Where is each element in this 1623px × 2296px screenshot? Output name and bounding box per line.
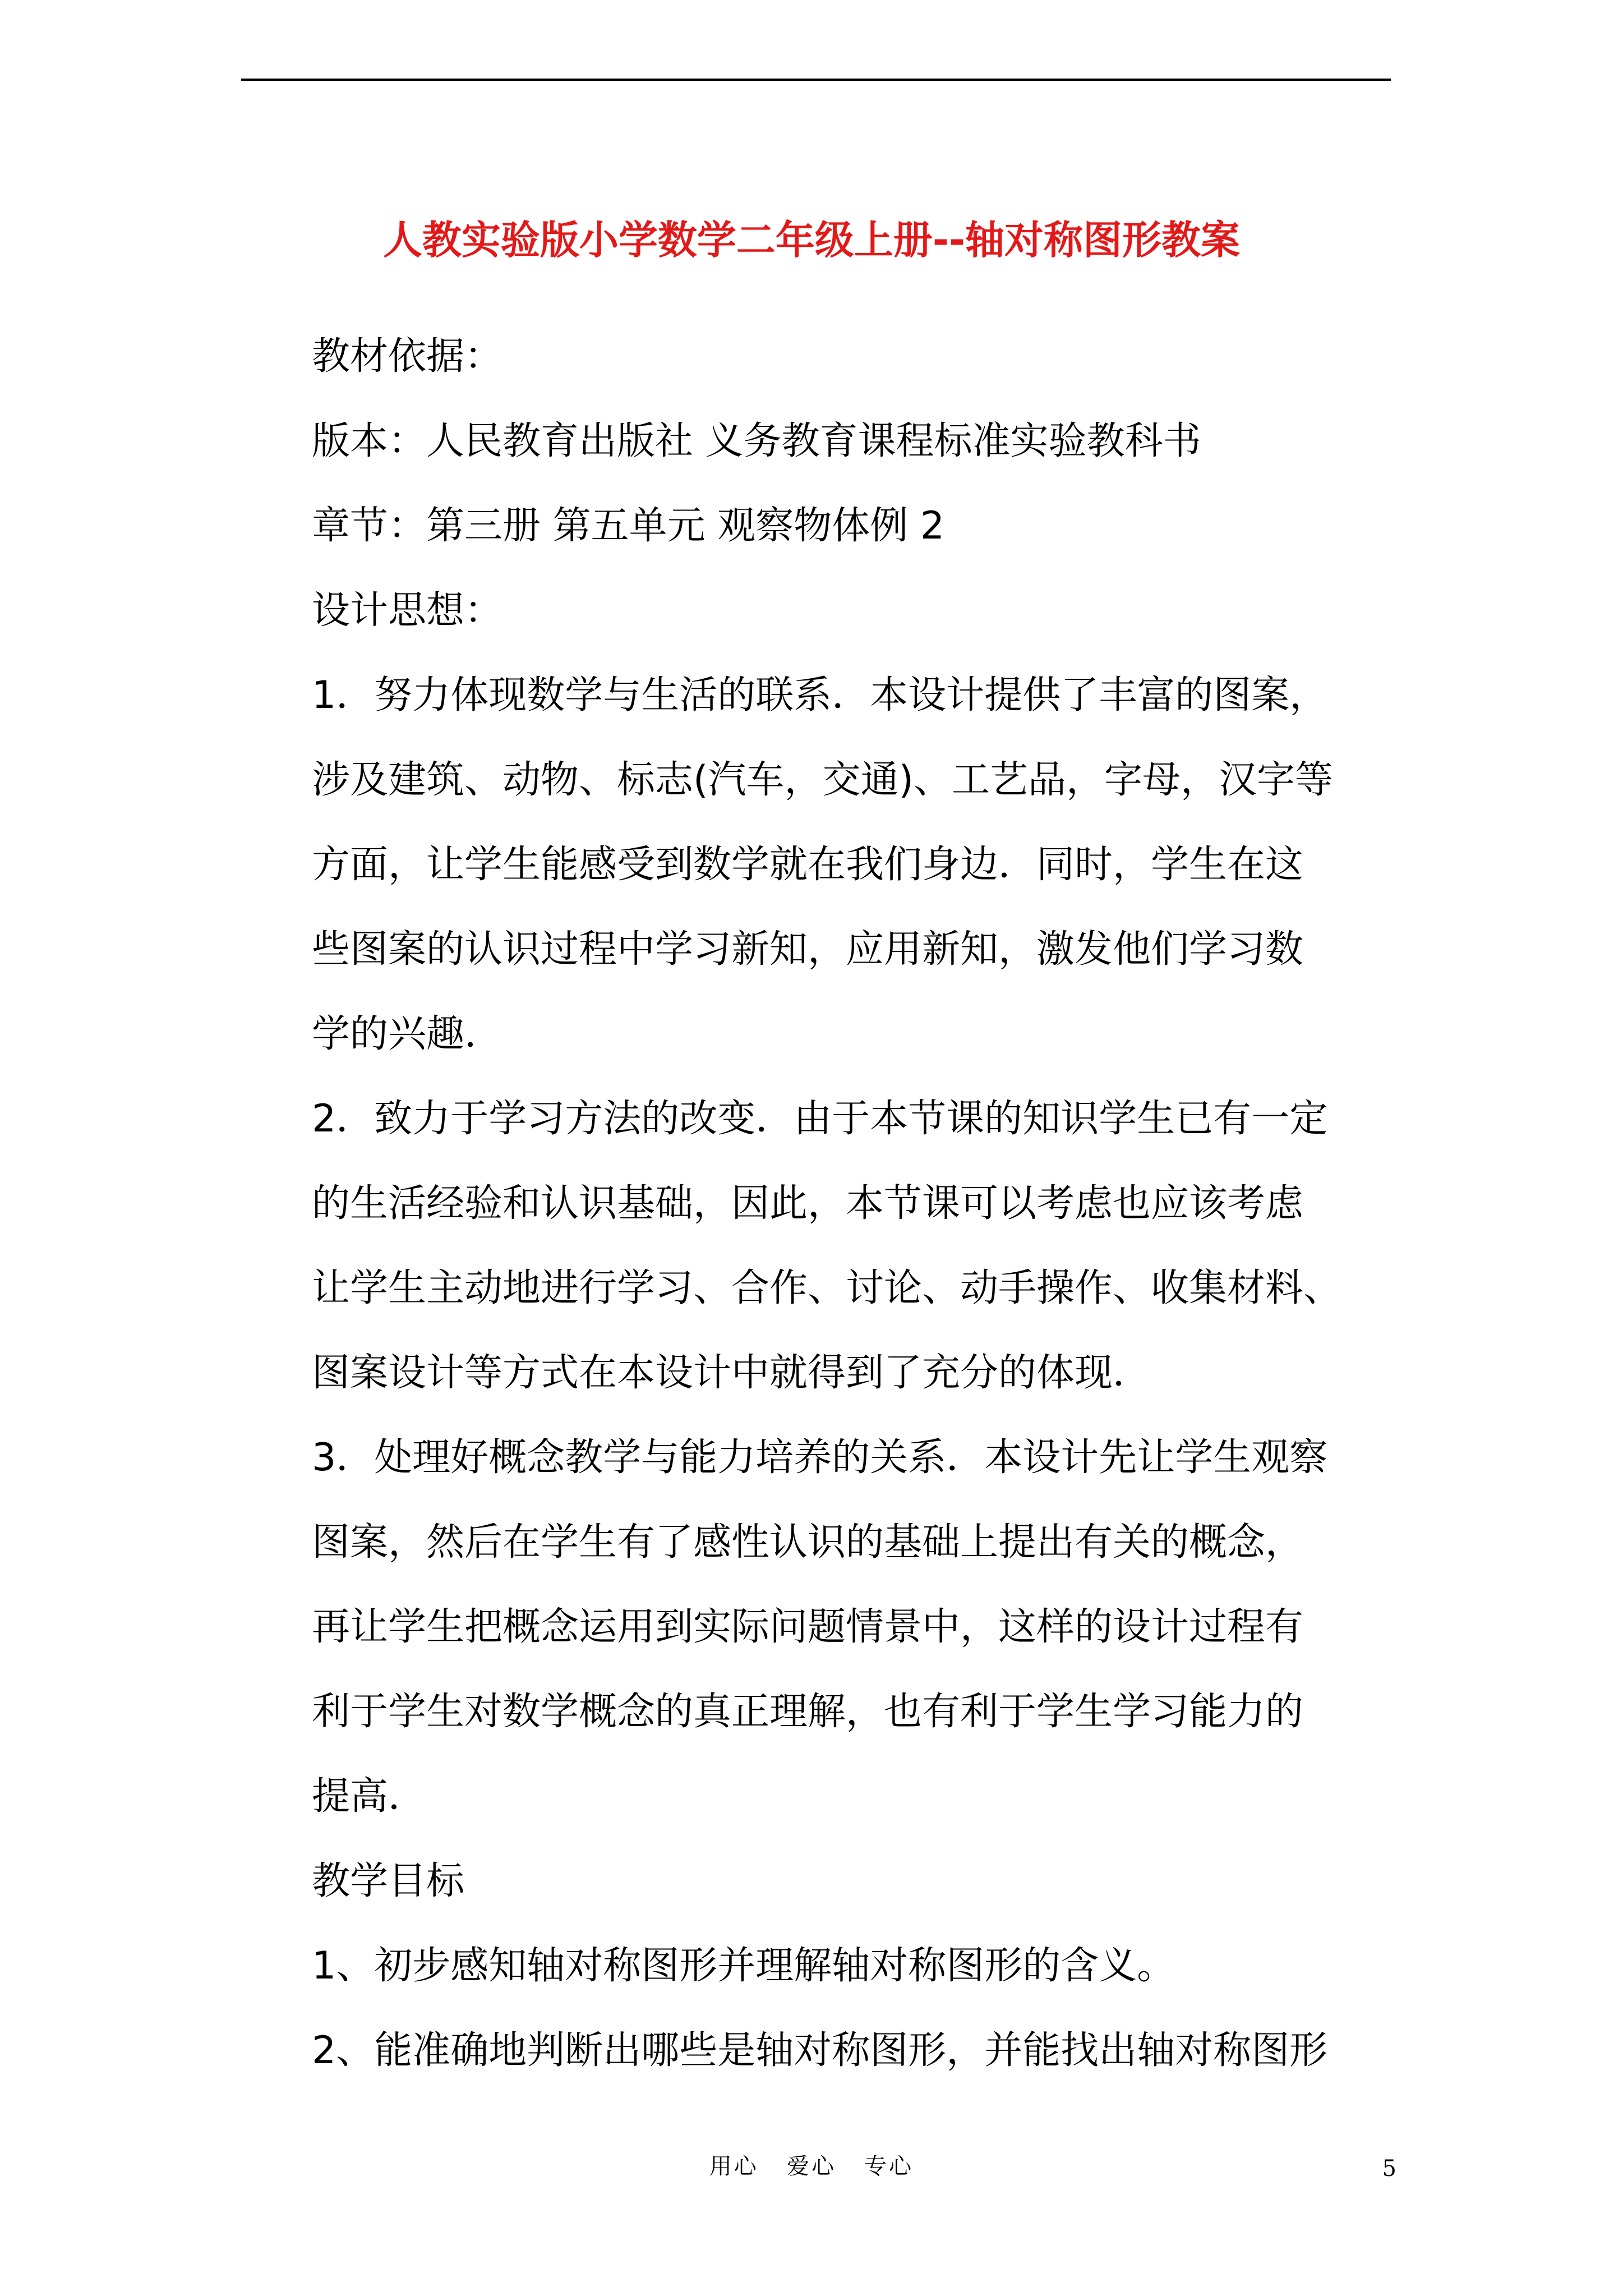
body-line: 1、初步感知轴对称图形并理解轴对称图形的含义。 <box>312 1944 1175 1988</box>
body-line: 利于学生对数学概念的真正理解，也有利于学生学习能力的 <box>312 1690 1304 1734</box>
body-line: 教学目标 <box>312 1859 465 1903</box>
body-line: 的生活经验和认识基础，因此，本节课可以考虑也应该考虑 <box>312 1181 1304 1226</box>
body-line: 3．处理好概念教学与能力培养的关系．本设计先让学生观察 <box>312 1435 1328 1480</box>
body-line: 些图案的认识过程中学习新知，应用新知，激发他们学习数 <box>312 927 1304 972</box>
body-line: 章节：第三册 第五单元 观察物体例 2 <box>312 504 945 548</box>
footer-motto: 用心 爱心 专心 <box>709 2154 914 2179</box>
body-line: 设计思想： <box>312 588 503 633</box>
page-number: 5 <box>1382 2156 1396 2182</box>
document-body <box>312 314 1344 2093</box>
body-line: 方面，让学生能感受到数学就在我们身边．同时，学生在这 <box>312 843 1304 887</box>
body-line: 2、能准确地判断出哪些是轴对称图形，并能找出轴对称图形 <box>312 2028 1328 2073</box>
body-line: 学的兴趣． <box>312 1012 503 1056</box>
header-rule <box>241 79 1391 81</box>
body-line: 1．努力体现数学与生活的联系．本设计提供了丰富的图案， <box>312 673 1328 717</box>
body-line: 教材依据： <box>312 334 503 379</box>
document-title: 人教实验版小学数学二年级上册--轴对称图形教案 <box>382 217 1241 263</box>
body-line: 图案，然后在学生有了感性认识的基础上提出有关的概念， <box>312 1520 1304 1565</box>
body-line: 让学生主动地进行学习、合作、讨论、动手操作、收集材料、 <box>312 1266 1342 1310</box>
body-line: 涉及建筑、动物、标志(汽车，交通)、工艺品，字母，汉字等 <box>312 758 1334 802</box>
body-line: 提高． <box>312 1774 427 1819</box>
body-line: 版本：人民教育出版社 义务教育课程标准实验教科书 <box>312 419 1201 463</box>
body-line: 2．致力于学习方法的改变．由于本节课的知识学生已有一定 <box>312 1097 1328 1141</box>
body-line: 再让学生把概念运用到实际问题情景中，这样的设计过程有 <box>312 1605 1304 1649</box>
body-line: 图案设计等方式在本设计中就得到了充分的体现． <box>312 1351 1151 1395</box>
